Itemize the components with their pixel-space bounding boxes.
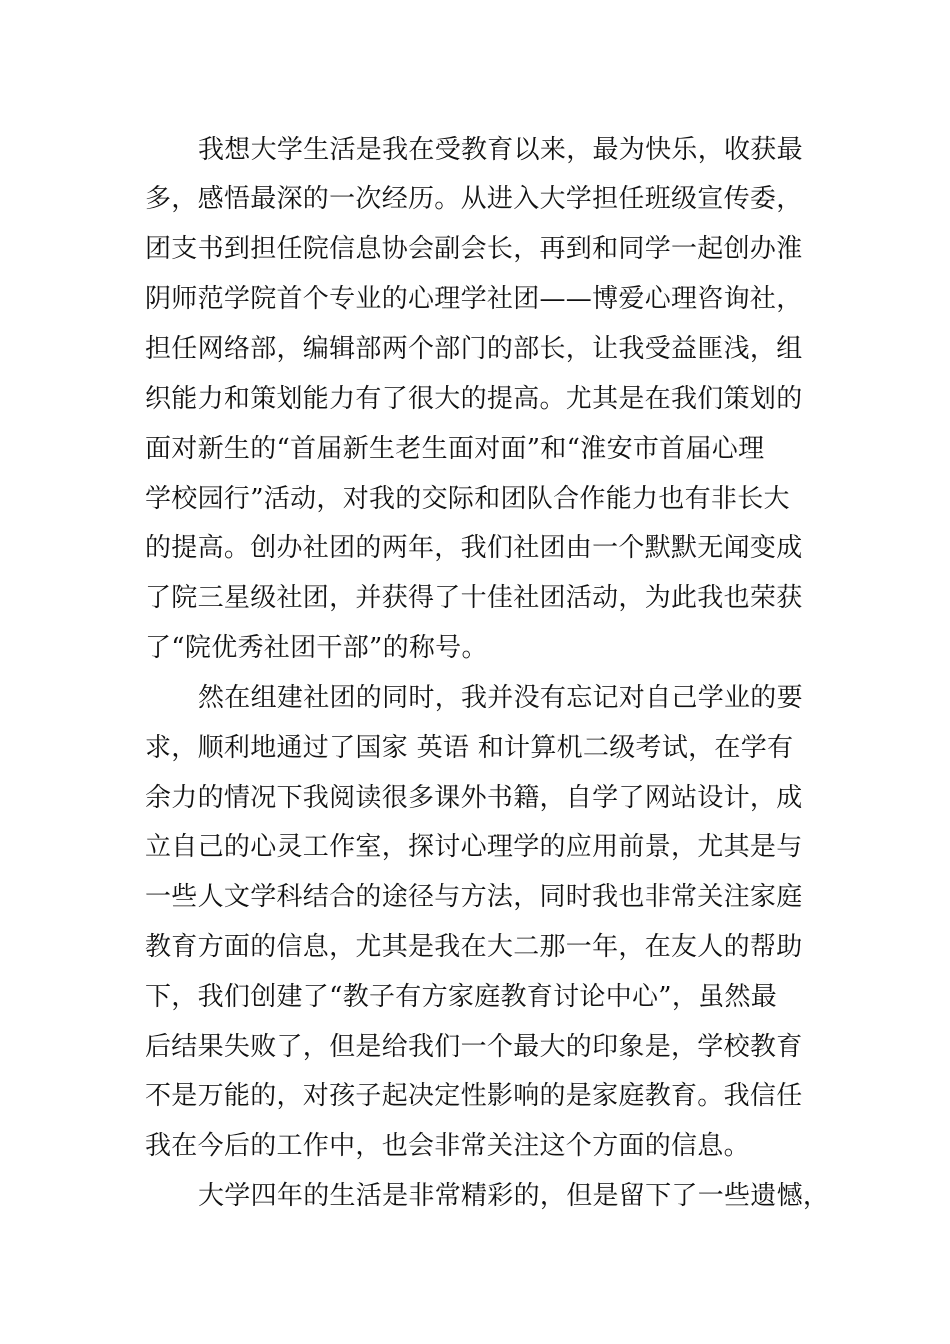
text-line: 然在组建社团的同时，我并没有忘记对自己学业的要	[198, 683, 803, 713]
text-line: 担任网络部，编辑部两个部门的部长，让我受益匪浅，组	[145, 334, 803, 364]
text-line: 阴师范学院首个专业的心理学社团——博爱心理咨询社，	[145, 284, 803, 314]
text-line: 一些人文学科结合的途径与方法，同时我也非常关注家庭	[145, 882, 803, 912]
text-line: 我想大学生活是我在受教育以来，最为快乐，收获最	[198, 135, 803, 165]
text-line: 大学四年的生活是非常精彩的，但是留下了一些遗憾，	[198, 1181, 830, 1211]
text-line: 多，感悟最深的一次经历。从进入大学担任班级宣传委，	[145, 184, 803, 214]
text-line: 面对新生的“首届新生老生面对面”和“淮安市首届心理	[145, 434, 765, 464]
text-line: 学校园行”活动，对我的交际和团队合作能力也有非长大	[145, 484, 790, 514]
text-line: 的提高。创办社团的两年，我们社团由一个默默无闻变成	[145, 533, 803, 563]
text-line: 我在今后的工作中，也会非常关注这个方面的信息。	[145, 1131, 750, 1161]
text-line: 余力的情况下我阅读很多课外书籍，自学了网站设计，成	[145, 783, 803, 813]
text-line: 下，我们创建了“教子有方家庭教育讨论中心”，虽然最	[145, 982, 778, 1012]
text-line: 不是万能的，对孩子起决定性影响的是家庭教育。我信任	[145, 1081, 803, 1111]
text-line: 立自己的心灵工作室，探讨心理学的应用前景，尤其是与	[145, 832, 803, 862]
text-line: 了院三星级社团，并获得了十佳社团活动，为此我也荣获	[145, 583, 803, 613]
text-line: 后结果失败了，但是给我们一个最大的印象是，学校教育	[145, 1032, 803, 1062]
text-line: 织能力和策划能力有了很大的提高。尤其是在我们策划的	[145, 384, 803, 414]
text-line: 求，顺利地通过了国家 英语 和计算机二级考试，在学有	[145, 733, 794, 763]
text-line: 教育方面的信息，尤其是我在大二那一年，在友人的帮助	[145, 932, 803, 962]
text-line: 了“院优秀社团干部”的称号。	[145, 633, 488, 663]
text-line: 团支书到担任院信息协会副会长，再到和同学一起创办淮	[145, 234, 803, 264]
